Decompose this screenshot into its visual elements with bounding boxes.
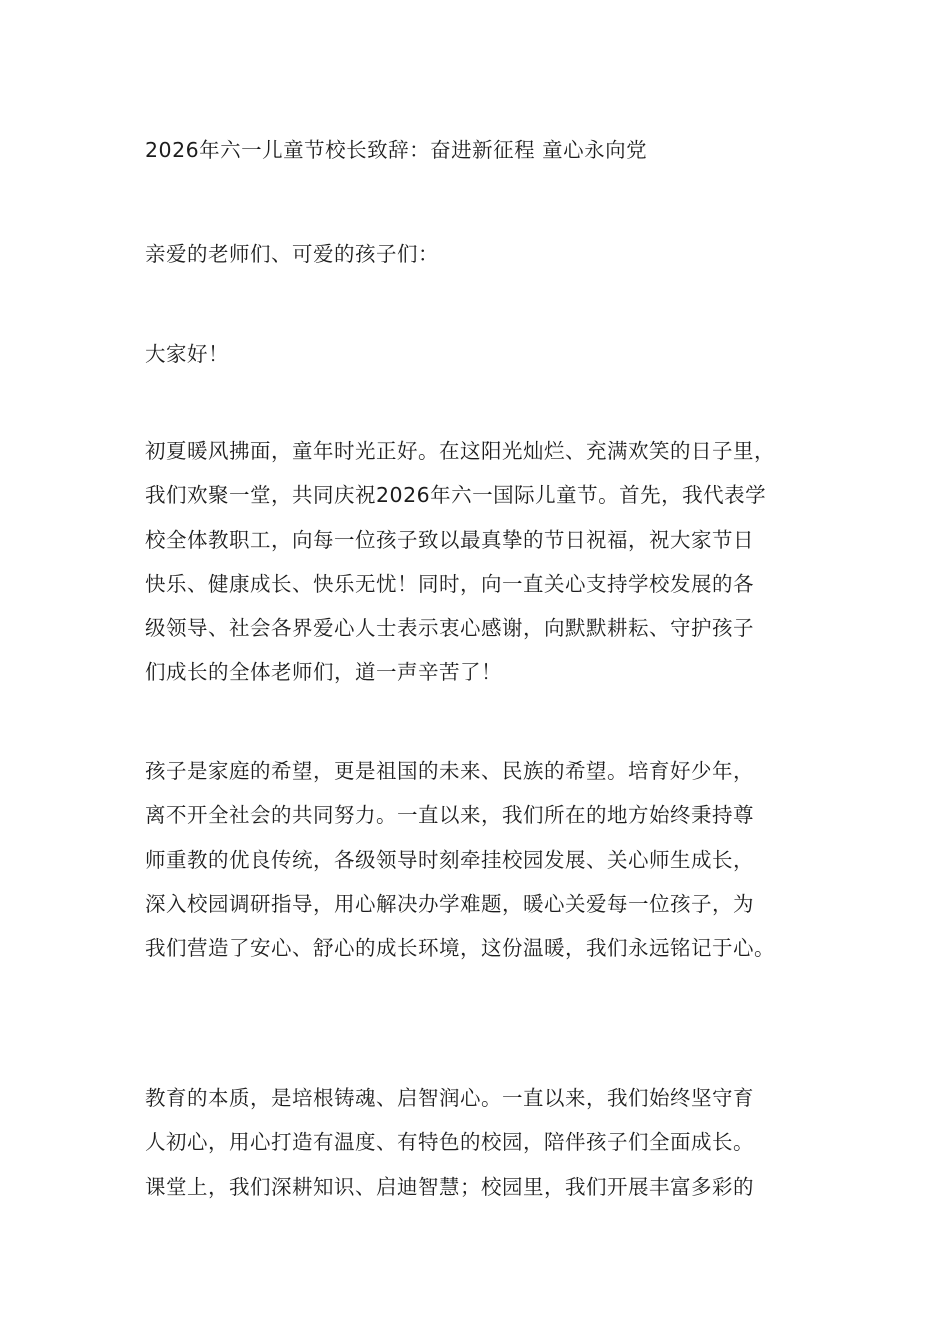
paragraph-line: 人初心，用心打造有温度、有特色的校园，陪伴孩子们全面成长。 [145,1130,754,1155]
paragraph-line: 级领导、社会各界爱心人士表示衷心感谢，向默默耕耘、守护孩子 [145,616,754,641]
paragraph-3 [145,1084,754,1217]
paragraph-line: 深入校园调研指导，用心解决办学难题，暖心关爱每一位孩子，为 [145,891,754,916]
paragraph-line: 初夏暖风拂面，童年时光正好。在这阳光灿烂、充满欢笑的日子里， [145,439,775,463]
paragraph-line: 校全体教职工，向每一位孩子致以最真挚的节日祝福，祝大家节日 [145,527,754,552]
paragraph-2 [145,757,775,978]
paragraph-line: 课堂上，我们深耕知识、启迪智慧；校园里，我们开展丰富多彩的 [145,1174,754,1199]
paragraph-line: 们成长的全体老师们，道一声辛苦了！ [145,660,502,685]
paragraph-1 [145,437,775,703]
paragraph-line: 孩子是家庭的希望，更是祖国的未来、民族的希望。培育好少年， [145,759,754,783]
paragraph-line: 我们营造了安心、舒心的成长环境，这份温暖，我们永远铭记于心。 [145,936,775,961]
paragraph-line: 快乐、健康成长、快乐无忧！同时，向一直关心支持学校发展的各 [145,571,754,596]
document-title: 2026年六一儿童节校长致辞：奋进新征程 童心永向党 [145,138,648,162]
paragraph-line: 教育的本质，是培根铸魂、启智润心。一直以来，我们始终坚守育 [145,1086,754,1110]
greeting: 大家好！ [145,342,229,366]
salutation: 亲爱的老师们、可爱的孩子们： [145,242,439,266]
paragraph-line: 师重教的优良传统，各级领导时刻牵挂校园发展、关心师生成长， [145,847,754,872]
paragraph-line: 我们欢聚一堂，共同庆祝2026年六一国际儿童节。首先，我代表学 [145,483,767,508]
paragraph-line: 离不开全社会的共同努力。一直以来，我们所在的地方始终秉持尊 [145,803,754,828]
